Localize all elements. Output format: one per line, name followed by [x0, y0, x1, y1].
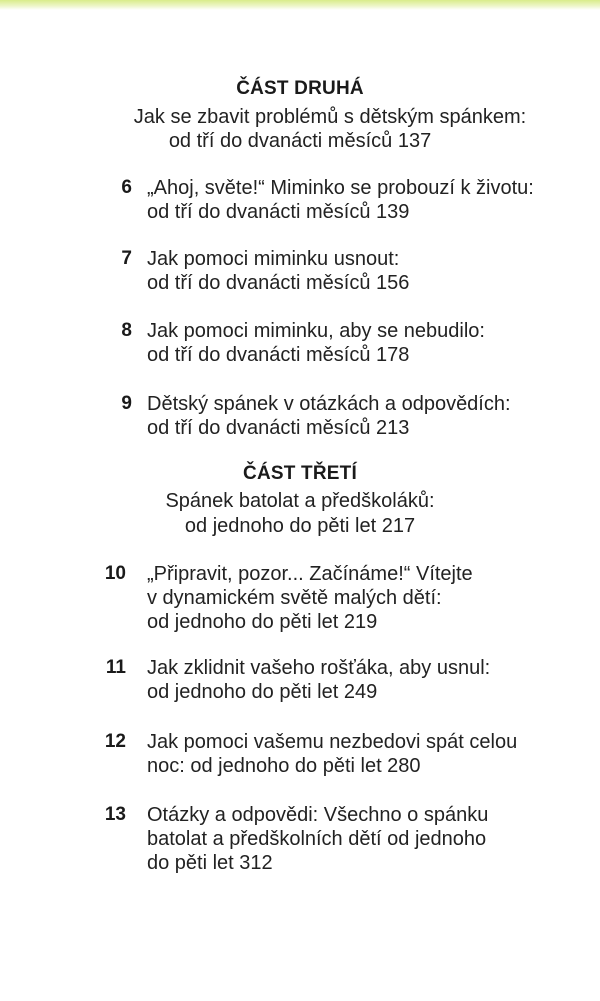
part-three-title-line1: Spánek batolat a předškoláků: — [165, 490, 435, 512]
part-three-title-line2: od jednoho do pěti let 217 — [184, 515, 416, 537]
chapter-title-line2: batolat a předškolních dětí od jednoho — [147, 828, 487, 850]
chapter-number: 7 — [121, 248, 132, 269]
chapter-title-line1: Dětský spánek v otázkách a odpovědích: — [147, 393, 511, 415]
chapter-title-line2: od tří do dvanácti měsíců 156 — [147, 272, 410, 294]
chapter-number: 11 — [105, 657, 126, 678]
chapter-number: 10 — [104, 563, 126, 584]
chapter-title-line1: „Ahoj, světe!“ Miminko se probouzí k životu: — [147, 177, 534, 199]
part-two-title-line2: od tří do dvanácti měsíců 137 — [168, 130, 432, 152]
chapter-number: 6 — [121, 177, 132, 198]
chapter-title-line1: Otázky a odpovědi: Všechno o spánku — [147, 804, 489, 826]
chapter-title-line2: v dynamickém světě malých dětí: — [147, 587, 442, 609]
chapter-title-line1: „Připravit, pozor... Začínáme!“ Vítejte — [147, 563, 473, 585]
chapter-title-line2: od tří do dvanácti měsíců 178 — [147, 344, 410, 366]
chapter-number: 12 — [104, 731, 126, 752]
chapter-title-line1: Jak pomoci miminku, aby se nebudilo: — [147, 320, 485, 342]
chapter-title-line3: od jednoho do pěti let 219 — [147, 611, 378, 633]
part-two-heading: ČÁST DRUHÁ — [236, 78, 364, 99]
chapter-title-line2: od tří do dvanácti měsíců 213 — [147, 417, 410, 439]
part-three-heading: ČÁST TŘETÍ — [243, 463, 357, 484]
chapter-title-line2: noc: od jednoho do pěti let 280 — [147, 755, 421, 777]
chapter-title-line2: od jednoho do pěti let 249 — [147, 681, 378, 703]
chapter-number: 8 — [121, 320, 132, 341]
chapter-title-line2: od tří do dvanácti měsíců 139 — [147, 201, 410, 223]
chapter-title-line1: Jak zklidnit vašeho rošťáka, aby usnul: — [147, 657, 491, 679]
chapter-title-line1: Jak pomoci miminku usnout: — [147, 248, 400, 270]
chapter-title-line3: do pěti let 312 — [147, 852, 273, 874]
chapter-title-line1: Jak pomoci vašemu nezbedovi spát celou — [147, 731, 518, 753]
chapter-number: 13 — [104, 804, 126, 825]
part-two-title-line1: Jak se zbavit problémů s dětským spánkem: — [133, 106, 527, 128]
chapter-number: 9 — [121, 393, 132, 414]
